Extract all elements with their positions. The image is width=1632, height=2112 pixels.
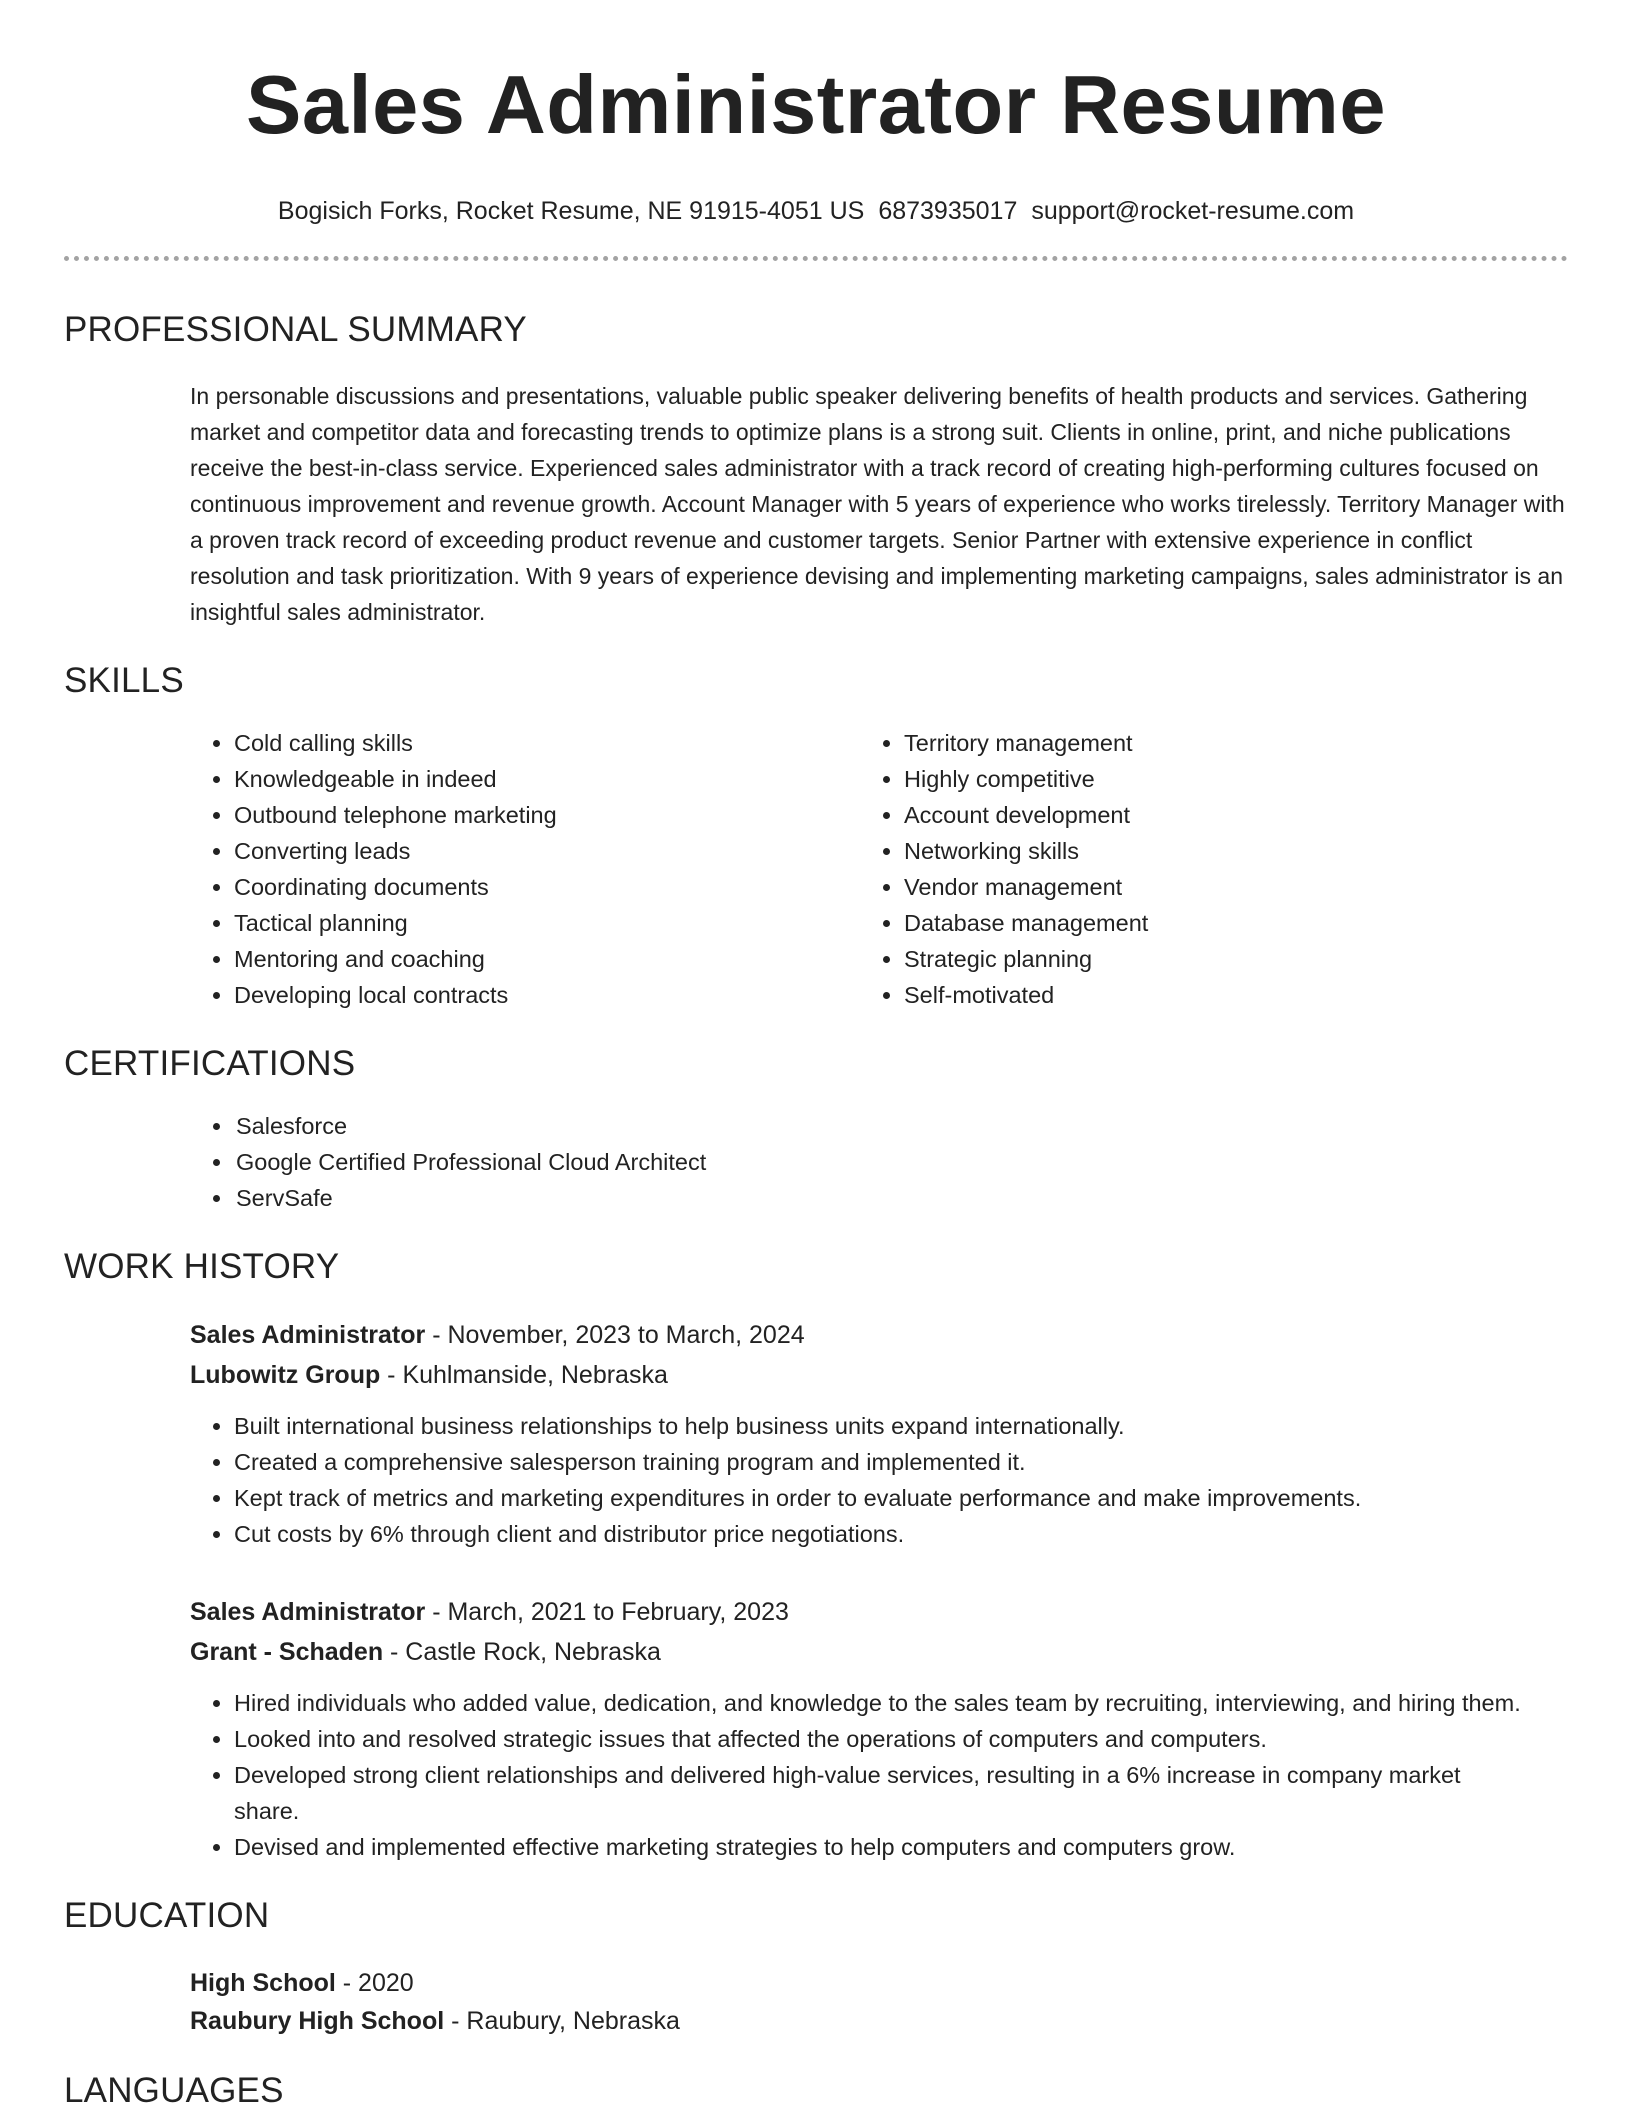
resume-title: Sales Administrator Resume	[245, 58, 1387, 151]
job-location: - Kuhlmanside, Nebraska	[380, 1361, 668, 1389]
skills-columns	[64, 725, 1568, 1013]
education-entry	[190, 1964, 1568, 2040]
work-history-heading: WORK HISTORY	[64, 1247, 340, 1286]
header-divider	[64, 256, 1568, 261]
job-title-line	[190, 1592, 1568, 1632]
job-dates: - March, 2021 to February, 2023	[425, 1598, 789, 1626]
certification-item: • Salesforce	[234, 1108, 1568, 1144]
job-location: - Castle Rock, Nebraska	[383, 1638, 661, 1666]
certification-item: • ServSafe	[234, 1180, 1568, 1216]
contact-email: support@rocket-resume.com	[1031, 197, 1355, 225]
job-duty: • Developed strong client relationships and delivered high-value services, resulting in a 6% increase in company market share.	[234, 1757, 1528, 1829]
skills-heading: SKILLS	[64, 661, 184, 700]
job-title-line	[190, 1315, 1568, 1355]
contact-line	[64, 196, 1568, 226]
skill-item: • Account development	[904, 797, 1414, 833]
work-history-section	[64, 1246, 1568, 1865]
job-duty: • Kept track of metrics and marketing expenditures in order to evaluate performance and make improvements.	[234, 1480, 1528, 1516]
job-entry	[190, 1592, 1568, 1672]
languages-heading: LANGUAGES	[64, 2071, 284, 2110]
skill-item: • Developing local contracts	[234, 977, 744, 1013]
education-location: - Raubury, Nebraska	[444, 2007, 680, 2035]
job-duties-list	[64, 1685, 1568, 1865]
skill-item: • Database management	[904, 905, 1414, 941]
certification-item: • Google Certified Professional Cloud Architect	[234, 1144, 1568, 1180]
education-heading: EDUCATION	[64, 1896, 270, 1935]
skill-item: • Self-motivated	[904, 977, 1414, 1013]
languages-section	[64, 2070, 1568, 2112]
skill-item: • Strategic planning	[904, 941, 1414, 977]
skill-item: • Converting leads	[234, 833, 744, 869]
job-duty: • Cut costs by 6% through client and distributor price negotiations.	[234, 1516, 1528, 1552]
education-section	[64, 1895, 1568, 2040]
skill-item: • Vendor management	[904, 869, 1414, 905]
education-degree-line	[190, 1964, 1568, 2002]
job-duty: • Created a comprehensive salesperson training program and implemented it.	[234, 1444, 1528, 1480]
skills-list-left	[64, 725, 744, 1013]
certifications-section	[64, 1043, 1568, 1216]
certifications-heading: CERTIFICATIONS	[64, 1044, 356, 1083]
job-title: Sales Administrator	[190, 1321, 426, 1349]
education-school: Raubury High School	[190, 2007, 445, 2035]
job-company-line	[190, 1355, 1568, 1395]
skill-item: • Tactical planning	[234, 905, 744, 941]
summary-section	[64, 309, 1568, 630]
job-company-line	[190, 1632, 1568, 1672]
education-degree: High School	[190, 1969, 336, 1997]
contact-phone: 6873935017	[878, 197, 1018, 225]
summary-heading: PROFESSIONAL SUMMARY	[64, 310, 527, 349]
skill-item: • Coordinating documents	[234, 869, 744, 905]
job-duty: • Looked into and resolved strategic issues that affected the operations of computers and computers.	[234, 1721, 1528, 1757]
skill-item: • Cold calling skills	[234, 725, 744, 761]
education-year: - 2020	[335, 1969, 414, 1997]
contact-address: Bogisich Forks, Rocket Resume, NE 91915-4051 US	[277, 197, 865, 225]
skill-item: • Territory management	[904, 725, 1414, 761]
skill-item: • Outbound telephone marketing	[234, 797, 744, 833]
job-duty: • Built international business relationships to help business units expand internationally.	[234, 1408, 1528, 1444]
job-company: Lubowitz Group	[190, 1361, 381, 1389]
job-duty: • Hired individuals who added value, dedication, and knowledge to the sales team by recruiting, interviewing, and hiring them.	[234, 1685, 1528, 1721]
skill-item: • Highly competitive	[904, 761, 1414, 797]
certifications-list	[64, 1108, 1568, 1216]
education-school-line	[190, 2002, 1568, 2040]
skill-item: • Mentoring and coaching	[234, 941, 744, 977]
skills-list-right	[744, 725, 1414, 1013]
job-entry	[190, 1315, 1568, 1395]
job-dates: - November, 2023 to March, 2024	[425, 1321, 805, 1349]
job-duty: • Devised and implemented effective marketing strategies to help computers and computers grow.	[234, 1829, 1528, 1865]
skills-section	[64, 660, 1568, 1013]
summary-text: In personable discussions and presentations, valuable public speaker delivering benefits of health products and services. Gathering market and competitor data and forecasting trends to optimize plans is a strong suit. Clients in online, print, and niche publications receive the best-in-class service. Experienced sales administrator with a track record of creating high-performing cultures focused on continuous improvement and revenue growth. Account Manager with 5 years of experience who works tirelessly. Territory Manager with a proven track record of exceeding product revenue and customer targets. Senior Partner with extensive experience in conflict resolution and task prioritization. With 9 years of experience devising and implementing marketing campaigns, sales administrator is an insightful sales administrator.	[190, 383, 1565, 625]
job-duties-list	[64, 1408, 1568, 1552]
skill-item: • Knowledgeable in indeed	[234, 761, 744, 797]
job-title: Sales Administrator	[190, 1598, 426, 1626]
skill-item: • Networking skills	[904, 833, 1414, 869]
job-company: Grant - Schaden	[190, 1638, 384, 1666]
